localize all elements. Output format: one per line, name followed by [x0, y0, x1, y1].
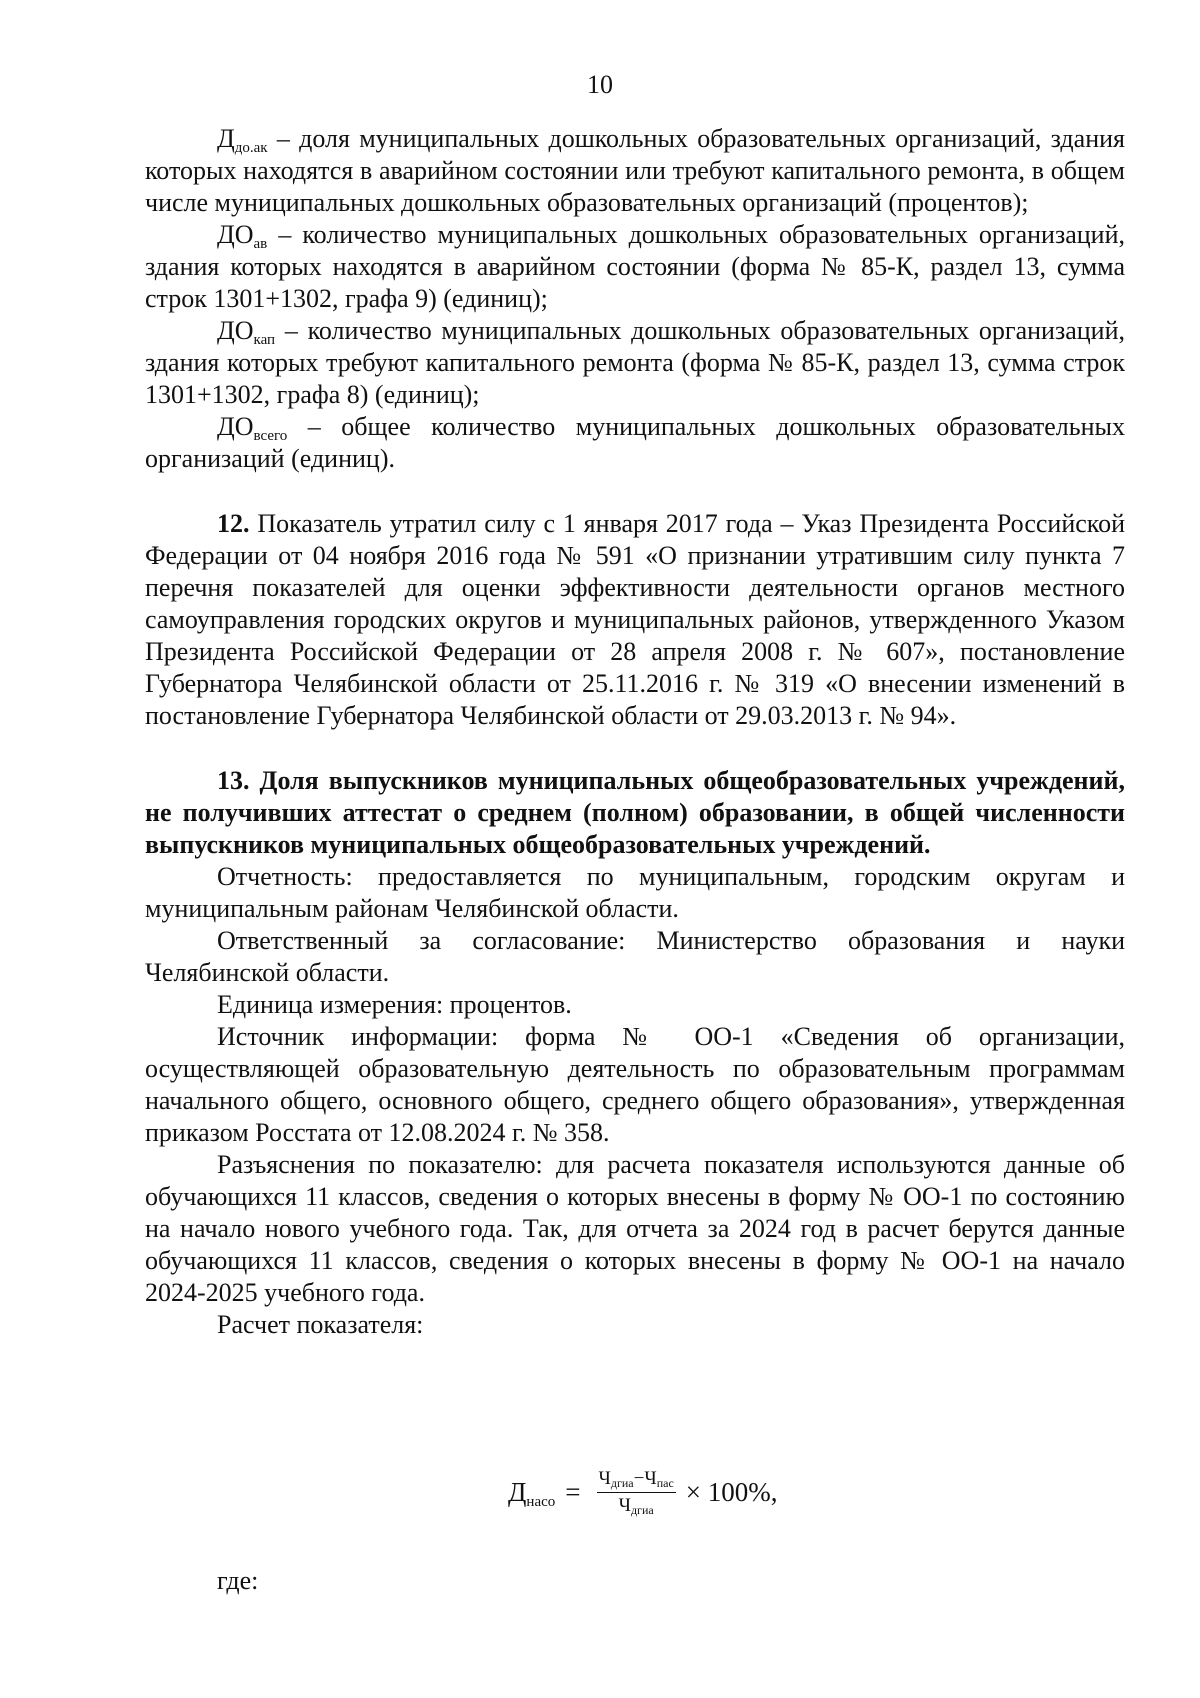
- formula-fraction: [597, 1468, 676, 1517]
- formula-tail: × 100%,: [685, 1477, 778, 1507]
- definition-text: – количество муниципальных дошкольных образовательных организаций, здания которых требуют капитального ремонта (форма № 85-К, раздел 13, сумма строк 1301+1302, графа 8) (единиц);: [145, 316, 1125, 409]
- formula-lhs: [508, 1477, 555, 1508]
- num-b-sub: пас: [656, 1476, 674, 1490]
- num-a-sub: дгиа: [610, 1476, 634, 1490]
- formula-expression: [508, 1468, 778, 1517]
- page-number: 10: [587, 70, 613, 99]
- item-12-number: 12.: [217, 509, 250, 538]
- formula-numerator: [597, 1468, 676, 1493]
- den: Ч: [618, 1495, 631, 1516]
- where-label: где:: [217, 1566, 259, 1595]
- item-12-paragraph: [145, 508, 1125, 732]
- formula-denominator: [619, 1493, 654, 1517]
- item-13-paragraph: Ответственный за согласование: Министерство образования и науки Челябинской области.: [145, 926, 1125, 987]
- item-12-text: Показатель утратил силу с 1 января 2017 года – Указ Президента Российской Федерации от 04 ноября 2016 года № 591 «О признании утратившим силу пункта 7 перечня показателей для оценки эффективности деятельности органов местного самоуправления городских округов и муниципальных районов, утвержденного Указом Президента Российской Федерации от 28 апреля 2008 г. № 607», постановление Губернатора Челябинской области от 25.11.2016 г. № 319 «О внесении изменений в постановление Губернатора Челябинской области от 29.03.2013 г. № 94».: [145, 509, 1125, 730]
- document-body: [145, 123, 1125, 1341]
- symbol: ДО: [217, 316, 254, 345]
- symbol-subscript: кап: [253, 332, 276, 348]
- formula: [0, 1468, 1200, 1548]
- item-13-paragraph: Расчет показателя:: [217, 1310, 424, 1339]
- formula-lhs-subscript: насо: [526, 1494, 556, 1510]
- num-a: Ч: [598, 1468, 611, 1489]
- item-13-paragraph: Разъяснения по показателю: для расчета показателя используются данные об обучающихся 11 классов, сведения о которых внесены в форму № ОО-1 по состоянию на начало нового учебного года. Так, для отчета за 2024 год в расчет берутся данные обучающихся 11 классов, сведения о которых внесены в форму № ОО-1 на начало 2024-2025 учебного года.: [145, 1150, 1125, 1307]
- item-13-paragraph: Источник информации: форма № ОО-1 «Сведения об организации, осуществляющей образовательную деятельность по образовательным программам начального общего, основного общего, среднего общего образования», утвержденная приказом Росстата от 12.08.2024 г. № 358.: [145, 1022, 1125, 1147]
- symbol: ДО: [217, 412, 254, 441]
- symbol: ДО: [217, 220, 254, 249]
- den-sub: дгиа: [630, 1503, 654, 1517]
- definition-text: – доля муниципальных дошкольных образовательных организаций, здания которых находятся в аварийном состоянии или требуют капитального ремонта, в общем числе муниципальных дошкольных образовательных организаций (процентов);: [145, 124, 1125, 217]
- formula-lhs-symbol: Д: [508, 1477, 527, 1507]
- definition-text: – количество муниципальных дошкольных образовательных организаций, здания которых находятся в аварийном состоянии (форма № 85-К, раздел 13, сумма строк 1301+1302, графа 9) (единиц);: [145, 220, 1125, 313]
- symbol-subscript: ав: [253, 236, 268, 252]
- definition-text: – общее количество муниципальных дошкольных образовательных организаций (единиц).: [145, 412, 1125, 473]
- item-13-paragraph: Отчетность: предоставляется по муниципальным, городским округам и муниципальным районам Челябинской области.: [145, 862, 1125, 923]
- minus: −: [633, 1468, 645, 1489]
- definition-paragraph: [145, 219, 1125, 315]
- item-13-paragraph: Единица измерения: процентов.: [217, 990, 572, 1019]
- formula-equals: =: [565, 1477, 581, 1507]
- definition-paragraph: [145, 411, 1125, 475]
- symbol: Д: [217, 124, 235, 153]
- symbol-subscript: всего: [253, 428, 288, 444]
- num-b: Ч: [644, 1468, 657, 1489]
- definition-paragraph: [145, 315, 1125, 411]
- item-13-heading: 13. Доля выпускников муниципальных общеобразовательных учреждений, не получивших аттестат о среднем (полном) образовании, в общей численности выпускников муниципальных общеобразовательных учреждений.: [145, 766, 1125, 859]
- symbol-subscript: до.ак: [234, 140, 268, 156]
- definition-paragraph: [145, 123, 1125, 219]
